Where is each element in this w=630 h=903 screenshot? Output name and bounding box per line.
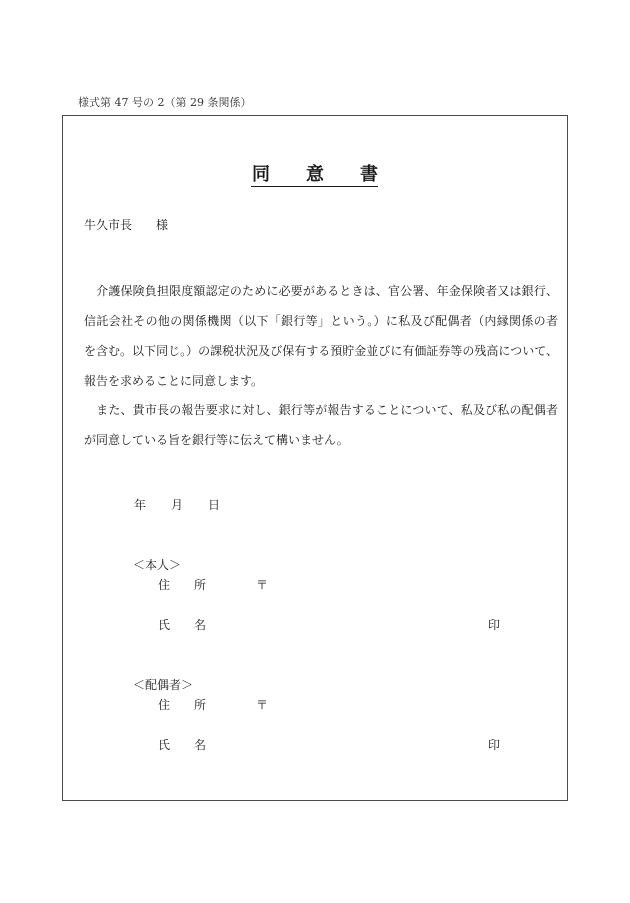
principal-heading: ＜本人＞ [133,558,182,572]
principal-postal-mark: 〒 [256,578,269,592]
consent-form-frame [62,115,568,801]
principal-seal-mark: 印 [488,618,501,632]
body-line: また、貴市長の報告要求に対し、銀行等が報告することについて、私及び私の配偶者 [84,403,558,417]
addressee: 牛久市長 様 [84,218,169,232]
principal-address-label: 住 所 [158,578,207,592]
form-number: 様式第 47 号の 2（第 29 条関係） [78,96,252,109]
title-underline [251,186,378,187]
body-line: が同意している旨を銀行等に伝えて構いません。 [84,433,349,447]
spouse-heading: ＜配偶者＞ [133,678,194,692]
spouse-postal-mark: 〒 [256,698,269,712]
date-day-label: 日 [208,498,221,512]
date-year-label: 年 [134,498,147,512]
principal-name-label: 氏 名 [158,618,207,632]
date-month-label: 月 [171,498,184,512]
document-title: 同 意 書 [252,164,387,185]
body-line: 信託会社その他の関係機関（以下「銀行等」という。）に私及び配偶者（内縁関係の者 [84,314,558,328]
spouse-seal-mark: 印 [488,738,501,752]
body-line: を含む。以下同じ。）の課税状況及び保有する預貯金並びに有価証券等の残高について、 [84,344,558,358]
body-line: 報告を求めることに同意します。 [84,374,264,388]
spouse-address-label: 住 所 [158,698,207,712]
body-line: 介護保険負担限度額認定のために必要があるときは、官公署、年金保険者又は銀行、 [84,284,558,298]
spouse-name-label: 氏 名 [158,738,207,752]
